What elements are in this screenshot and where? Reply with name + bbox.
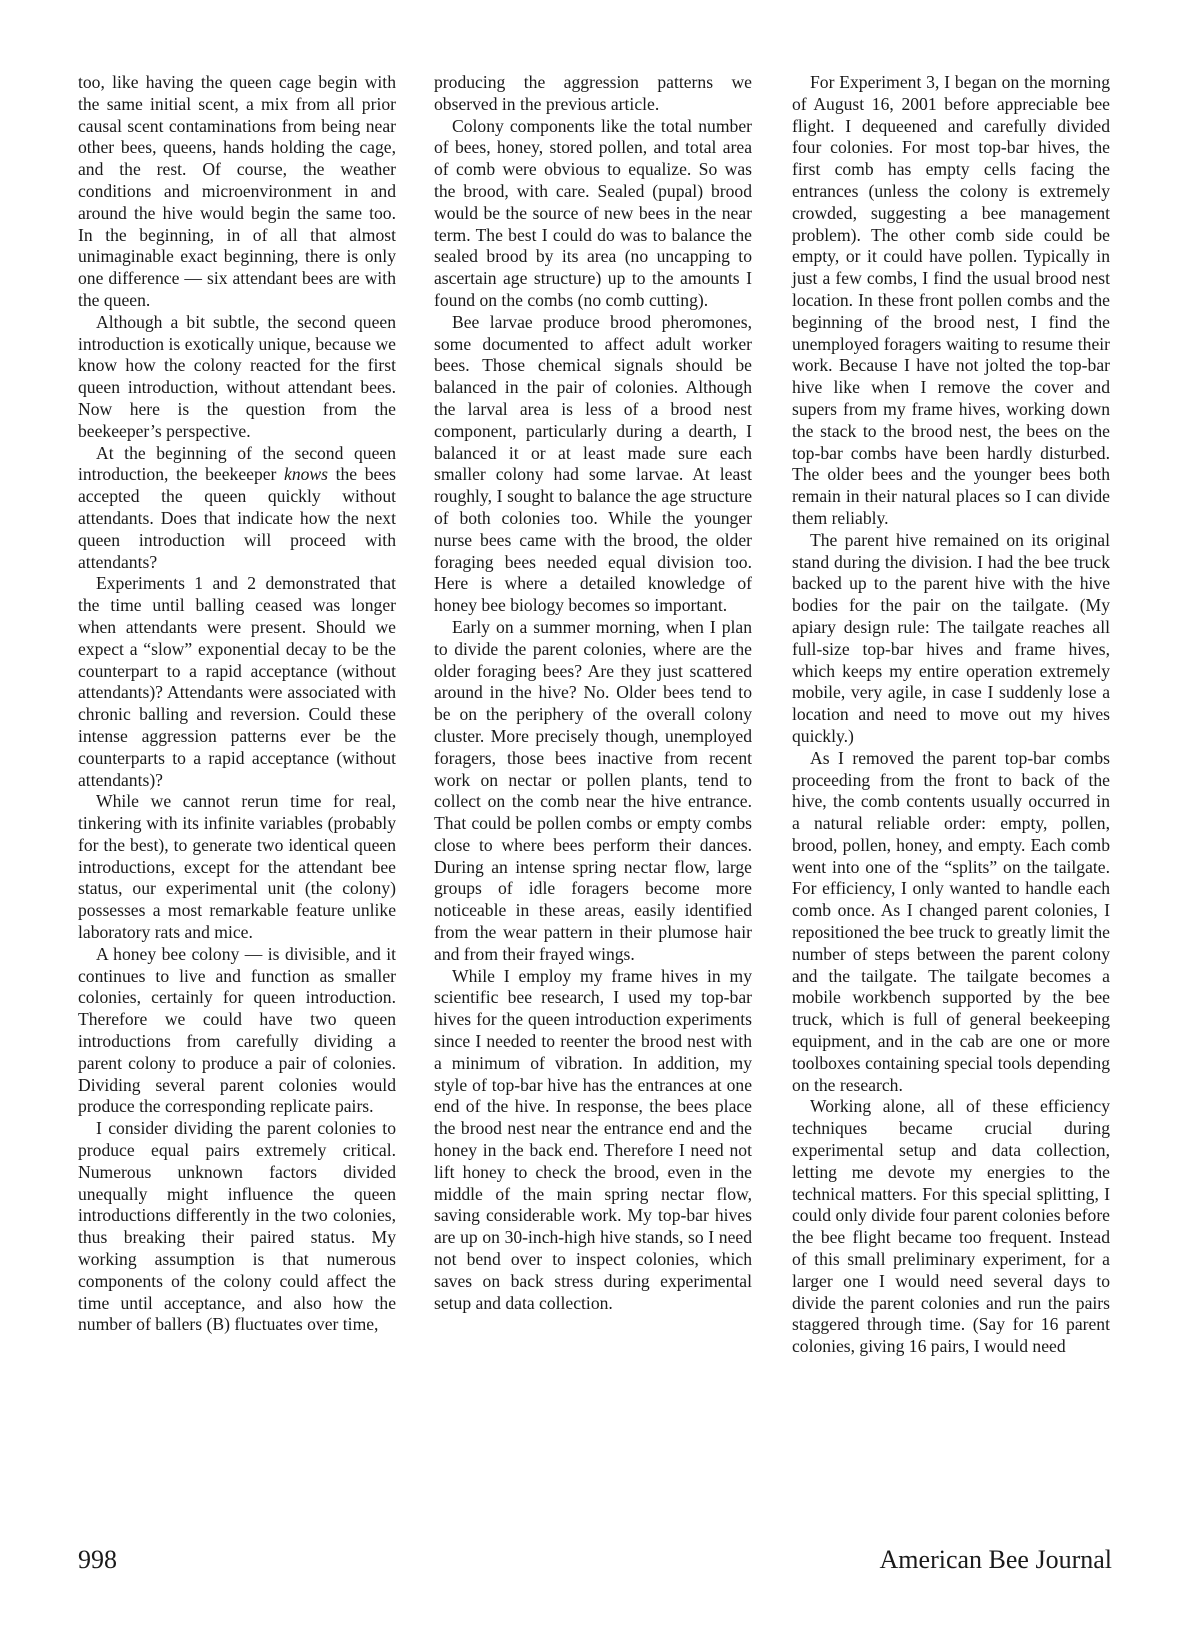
- text-segment: A honey bee colony — is divisible, and it continues to live and function as smaller colonies, certainly for queen introduction. Therefore we could have two queen introductions from carefully dividing a parent colony to produce a pair of colonies. Dividing several parent colonies would produce the corresponding replicate pairs.: [78, 943, 396, 1117]
- text-segment: Working alone, all of these efficiency techniques became crucial during experimental setup and data collection, letting me devote my energies to the technical matters. For this special splitting, I could only divide four parent colonies before the bee flight became too frequent. Instead of this small preliminary experiment, for a larger one I would need several days to divide the parent colonies and run the pairs staggered through time. (Say for 16 parent colonies, giving 16 pairs, I would need: [792, 1096, 1110, 1357]
- paragraph: [792, 1096, 1110, 1358]
- paragraph: [434, 312, 752, 617]
- paragraph: [78, 443, 396, 574]
- text-column-1: [78, 72, 396, 1336]
- text-segment: too, like having the queen cage begin with the same initial scent, a mix from all prior causal scent contaminations from being near other bees, queens, hands holding the cage, and the rest. Of course, the weather conditions and microenvironment in and around the hive would begin the same too. In the beginning, in of all that almost unimaginable exact beginning, there is only one difference — six attendant bees are with the queen.: [78, 72, 396, 310]
- text-column-3: [792, 72, 1110, 1358]
- paragraph: [434, 116, 752, 312]
- text-segment: While we cannot rerun time for real, tinkering with its infinite variables (probably for the best), to generate two identical queen introductions, except for the attendant bee status, our experimental unit (the colony) possesses a most remarkable feature unlike laboratory rats and mice.: [78, 791, 396, 943]
- paragraph: [434, 966, 752, 1315]
- paragraph: [78, 1118, 396, 1336]
- text-segment: At the beginning of the second queen introduction, the beekeeper: [78, 442, 396, 485]
- paragraph: [78, 312, 396, 443]
- text-segment: Experiments 1 and 2 demonstrated that the time until balling ceased was longer when attendants were present. Should we expect a “slow” exponential decay to be the counterpart to a rapid acceptance (without attendants)? Attendants were associated with chronic balling and reversion. Could these intense aggression patterns ever be the counterparts to a rapid acceptance (without attendants)?: [78, 573, 396, 790]
- paragraph: [78, 944, 396, 1118]
- paragraph: [78, 791, 396, 944]
- paragraph: [78, 573, 396, 791]
- text-segment: the bees accepted the queen quickly without attendants. Does that indicate how the next queen introduction will proceed with attendants?: [78, 464, 396, 572]
- paragraph: [434, 72, 752, 116]
- emphasized-text: knows: [284, 464, 329, 485]
- text-segment: Early on a summer morning, when I plan to divide the parent colonies, where are the older foraging bees? Are they just scattered around in the hive? No. Older bees tend to be on the periphery of the overall colony cluster. More precisely though, unemployed foragers, those bees inactive from recent work on nectar or pollen plants, tend to collect on the comb near the hive entrance. That could be pollen combs or empty combs close to where bees perform their dances. During an intense spring nectar flow, large groups of idle foragers become more noticeable in these areas, easily identified from the wear pattern in their plumose hair and from their frayed wings.: [434, 616, 752, 964]
- text-column-2: [434, 72, 752, 1314]
- text-segment: Bee larvae produce brood pheromones, some documented to affect adult worker bees. Those chemical signals should be balanced in the pair of colonies. Although the larval area is less of a brood nest component, particularly during a dearth, I balanced it or at least made sure each smaller colony had some larvae. At least roughly, I sought to balance the age structure of both colonies too. While the younger nurse bees came with the brood, the older foraging bees needed equal division too. Here is where a detailed knowledge of honey bee biology becomes so important.: [434, 311, 752, 616]
- text-segment: I consider dividing the parent colonies to produce equal pairs extremely critical. Numerous unknown factors divided unequally might influence the queen introductions differently in the two colonies, thus breaking their paired status. My working assumption is that numerous components of the colony could affect the time until acceptance, and also how the number of ballers (B) fluctuates over time,: [78, 1118, 396, 1335]
- page-number: 998: [78, 1545, 117, 1574]
- paragraph: [78, 72, 396, 312]
- paragraph: [792, 748, 1110, 1097]
- paragraph: [434, 617, 752, 966]
- text-segment: Colony components like the total number of bees, honey, stored pollen, and total area of comb were obvious to equalize. So was the brood, with care. Sealed (pupal) brood would be the source of new bees in the near term. The best I could do was to balance the sealed brood by its area (no uncapping to ascertain age structure) up to the amounts I found on the combs (no comb cutting).: [434, 115, 752, 310]
- text-segment: The parent hive remained on its original stand during the division. I had the bee truck backed up to the parent hive with the hive bodies for the pair on the tailgate. (My apiary design rule: The tailgate reaches all full-size top-bar hives and frame hives, which keeps my entire operation extremely mobile, very agile, in case I suddenly lose a location and need to move out my hives quickly.): [792, 529, 1110, 746]
- text-segment: producing the aggression patterns we observed in the previous article.: [434, 72, 752, 114]
- journal-name: American Bee Journal: [879, 1545, 1112, 1574]
- paragraph: [792, 530, 1110, 748]
- text-segment: While I employ my frame hives in my scientific bee research, I used my top-bar hives for the queen introduction experiments since I needed to reenter the brood nest with a minimum of vibration. In addition, my style of top-bar hive has the entrances at one end of the hive. In response, the bees place the brood nest near the entrance end and the honey in the back end. Therefore I need not lift honey to check the brood, even in the middle of the main spring nectar flow, saving considerable work. My top-bar hives are up on 30-inch-high hive stands, so I need not bend over to inspect colonies, which saves on back stress during experimental setup and data collection.: [434, 965, 752, 1313]
- paragraph: [792, 72, 1110, 530]
- text-segment: Although a bit subtle, the second queen introduction is exotically unique, because we know how the colony reacted for the first queen introduction, without attendant bees. Now here is the question from the beekeeper’s perspective.: [78, 311, 396, 441]
- text-segment: For Experiment 3, I began on the morning of August 16, 2001 before appreciable bee flight. I dequeened and carefully divided four colonies. For most top-bar hives, the first comb has empty cells facing the entrances (unless the colony is extremely crowded, suggesting a bee management problem). The other comb side could be empty, or it could have pollen. Typically in just a few combs, I find the usual brood nest location. In these front pollen combs and the beginning of the brood nest, I find the unemployed foragers waiting to resume their work. Because I have not jolted the top-bar hive like when I remove the cover and supers from my frame hives, working down the stack to the brood nest, the bees on the top-bar combs have been hardly disturbed. The older bees and the younger bees both remain in their natural places so I can divide them reliably.: [792, 72, 1110, 528]
- text-segment: As I removed the parent top-bar combs proceeding from the front to back of the hive, the comb contents usually occurred in a natural reliable order: empty, pollen, brood, pollen, honey, and empty. Each comb went into one of the “splits” on the tailgate. For efficiency, I only wanted to handle each comb once. As I changed parent colonies, I repositioned the bee truck to greatly limit the number of steps between the parent colony and the tailgate. The tailgate becomes a mobile workbench supported by the bee truck, which is full of general beekeeping equipment, and in the cab are one or more toolboxes containing special tools depending on the research.: [792, 747, 1110, 1095]
